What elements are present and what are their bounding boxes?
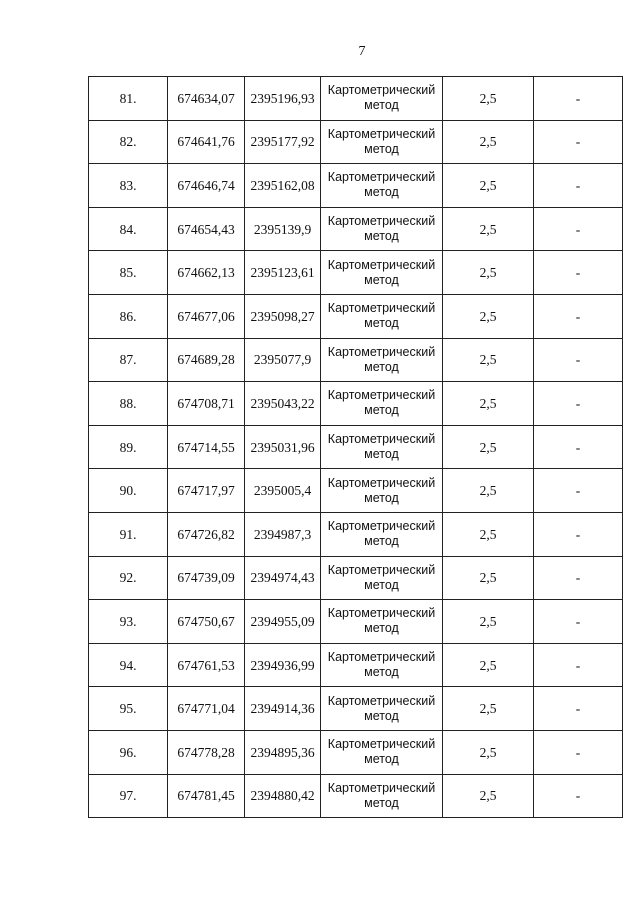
precision-cell: 2,5 <box>443 164 534 208</box>
x-coordinate-cell: 674662,13 <box>168 251 245 295</box>
y-coordinate-cell: 2394880,42 <box>245 774 321 818</box>
y-coordinate-cell: 2395196,93 <box>245 77 321 121</box>
y-coordinate-cell: 2395123,61 <box>245 251 321 295</box>
table-row <box>89 687 623 731</box>
x-coordinate-cell: 674654,43 <box>168 207 245 251</box>
method-cell <box>321 120 443 164</box>
method-line-2: метод <box>364 359 399 374</box>
precision-cell: 2,5 <box>443 382 534 426</box>
table-row <box>89 164 623 208</box>
method-cell <box>321 164 443 208</box>
method-cell <box>321 251 443 295</box>
method-cell <box>321 600 443 644</box>
method-cell <box>321 512 443 556</box>
x-coordinate-cell: 674689,28 <box>168 338 245 382</box>
page-number: 7 <box>358 44 366 59</box>
precision-cell: 2,5 <box>443 469 534 513</box>
point-number-cell: 82. <box>89 120 168 164</box>
x-coordinate-cell: 674781,45 <box>168 774 245 818</box>
precision-cell: 2,5 <box>443 120 534 164</box>
x-coordinate-cell: 674714,55 <box>168 425 245 469</box>
note-cell: - <box>534 556 623 600</box>
method-line-2: метод <box>364 795 399 810</box>
table-row <box>89 512 623 556</box>
note-cell: - <box>534 730 623 774</box>
method-line-2: метод <box>364 534 399 549</box>
precision-cell: 2,5 <box>443 207 534 251</box>
note-cell: - <box>534 207 623 251</box>
precision-cell: 2,5 <box>443 77 534 121</box>
precision-cell: 2,5 <box>443 600 534 644</box>
coordinates-table <box>88 76 623 818</box>
method-cell <box>321 382 443 426</box>
y-coordinate-cell: 2394955,09 <box>245 600 321 644</box>
point-number-cell: 91. <box>89 512 168 556</box>
precision-cell: 2,5 <box>443 643 534 687</box>
y-coordinate-cell: 2395031,96 <box>245 425 321 469</box>
note-cell: - <box>534 643 623 687</box>
point-number-cell: 83. <box>89 164 168 208</box>
method-line-1: Картометрический <box>327 257 436 272</box>
method-line-1: Картометрический <box>327 388 436 403</box>
method-line-1: Картометрический <box>327 475 436 490</box>
precision-cell: 2,5 <box>443 425 534 469</box>
method-line-1: Картометрический <box>327 83 436 98</box>
note-cell: - <box>534 77 623 121</box>
precision-cell: 2,5 <box>443 251 534 295</box>
method-cell <box>321 77 443 121</box>
x-coordinate-cell: 674739,09 <box>168 556 245 600</box>
point-number-cell: 93. <box>89 600 168 644</box>
coordinates-table-body <box>89 77 623 818</box>
method-line-2: метод <box>364 141 399 156</box>
method-line-1: Картометрический <box>327 301 436 316</box>
table-row <box>89 600 623 644</box>
method-line-1: Картометрический <box>327 519 436 534</box>
method-line-2: метод <box>364 229 399 244</box>
method-cell <box>321 643 443 687</box>
point-number-cell: 97. <box>89 774 168 818</box>
table-row <box>89 469 623 513</box>
method-line-1: Картометрический <box>327 344 436 359</box>
point-number-cell: 89. <box>89 425 168 469</box>
y-coordinate-cell: 2395098,27 <box>245 294 321 338</box>
method-line-2: метод <box>364 665 399 680</box>
x-coordinate-cell: 674641,76 <box>168 120 245 164</box>
precision-cell: 2,5 <box>443 687 534 731</box>
note-cell: - <box>534 338 623 382</box>
note-cell: - <box>534 600 623 644</box>
table-row <box>89 556 623 600</box>
table-row <box>89 730 623 774</box>
x-coordinate-cell: 674726,82 <box>168 512 245 556</box>
y-coordinate-cell: 2395005,4 <box>245 469 321 513</box>
method-cell <box>321 687 443 731</box>
table-row <box>89 338 623 382</box>
table-row <box>89 425 623 469</box>
method-cell <box>321 556 443 600</box>
method-line-2: метод <box>364 98 399 113</box>
precision-cell: 2,5 <box>443 512 534 556</box>
note-cell: - <box>534 251 623 295</box>
point-number-cell: 94. <box>89 643 168 687</box>
y-coordinate-cell: 2394987,3 <box>245 512 321 556</box>
x-coordinate-cell: 674750,67 <box>168 600 245 644</box>
x-coordinate-cell: 674634,07 <box>168 77 245 121</box>
note-cell: - <box>534 469 623 513</box>
note-cell: - <box>534 120 623 164</box>
note-cell: - <box>534 774 623 818</box>
method-line-2: метод <box>364 403 399 418</box>
y-coordinate-cell: 2394895,36 <box>245 730 321 774</box>
precision-cell: 2,5 <box>443 294 534 338</box>
precision-cell: 2,5 <box>443 730 534 774</box>
point-number-cell: 81. <box>89 77 168 121</box>
precision-cell: 2,5 <box>443 774 534 818</box>
table-row <box>89 382 623 426</box>
table-row <box>89 774 623 818</box>
x-coordinate-cell: 674761,53 <box>168 643 245 687</box>
method-line-2: метод <box>364 447 399 462</box>
method-line-2: метод <box>364 577 399 592</box>
method-line-2: метод <box>364 272 399 287</box>
method-line-1: Картометрический <box>327 780 436 795</box>
point-number-cell: 86. <box>89 294 168 338</box>
table-row <box>89 294 623 338</box>
x-coordinate-cell: 674771,04 <box>168 687 245 731</box>
note-cell: - <box>534 687 623 731</box>
x-coordinate-cell: 674646,74 <box>168 164 245 208</box>
precision-cell: 2,5 <box>443 338 534 382</box>
y-coordinate-cell: 2395139,9 <box>245 207 321 251</box>
table-row <box>89 643 623 687</box>
method-line-1: Картометрический <box>327 562 436 577</box>
method-line-1: Картометрический <box>327 606 436 621</box>
y-coordinate-cell: 2394936,99 <box>245 643 321 687</box>
note-cell: - <box>534 512 623 556</box>
point-number-cell: 85. <box>89 251 168 295</box>
method-line-1: Картометрический <box>327 126 436 141</box>
method-line-1: Картометрический <box>327 170 436 185</box>
note-cell: - <box>534 425 623 469</box>
point-number-cell: 84. <box>89 207 168 251</box>
method-cell <box>321 774 443 818</box>
method-cell <box>321 207 443 251</box>
method-cell <box>321 730 443 774</box>
method-cell <box>321 338 443 382</box>
table-row <box>89 120 623 164</box>
method-line-1: Картометрический <box>327 214 436 229</box>
y-coordinate-cell: 2395162,08 <box>245 164 321 208</box>
x-coordinate-cell: 674778,28 <box>168 730 245 774</box>
precision-cell: 2,5 <box>443 556 534 600</box>
table-row <box>89 207 623 251</box>
note-cell: - <box>534 164 623 208</box>
y-coordinate-cell: 2394974,43 <box>245 556 321 600</box>
x-coordinate-cell: 674708,71 <box>168 382 245 426</box>
method-cell <box>321 469 443 513</box>
method-cell <box>321 294 443 338</box>
x-coordinate-cell: 674677,06 <box>168 294 245 338</box>
point-number-cell: 95. <box>89 687 168 731</box>
y-coordinate-cell: 2395077,9 <box>245 338 321 382</box>
x-coordinate-cell: 674717,97 <box>168 469 245 513</box>
method-line-2: метод <box>364 185 399 200</box>
point-number-cell: 90. <box>89 469 168 513</box>
method-line-2: метод <box>364 316 399 331</box>
method-line-1: Картометрический <box>327 432 436 447</box>
method-line-1: Картометрический <box>327 693 436 708</box>
method-line-2: метод <box>364 490 399 505</box>
method-line-2: метод <box>364 708 399 723</box>
method-line-1: Картометрический <box>327 650 436 665</box>
y-coordinate-cell: 2395177,92 <box>245 120 321 164</box>
y-coordinate-cell: 2395043,22 <box>245 382 321 426</box>
note-cell: - <box>534 294 623 338</box>
method-line-2: метод <box>364 621 399 636</box>
table-row <box>89 251 623 295</box>
table-row <box>89 77 623 121</box>
point-number-cell: 92. <box>89 556 168 600</box>
point-number-cell: 96. <box>89 730 168 774</box>
point-number-cell: 88. <box>89 382 168 426</box>
method-line-2: метод <box>364 752 399 767</box>
note-cell: - <box>534 382 623 426</box>
point-number-cell: 87. <box>89 338 168 382</box>
method-cell <box>321 425 443 469</box>
y-coordinate-cell: 2394914,36 <box>245 687 321 731</box>
method-line-1: Картометрический <box>327 737 436 752</box>
